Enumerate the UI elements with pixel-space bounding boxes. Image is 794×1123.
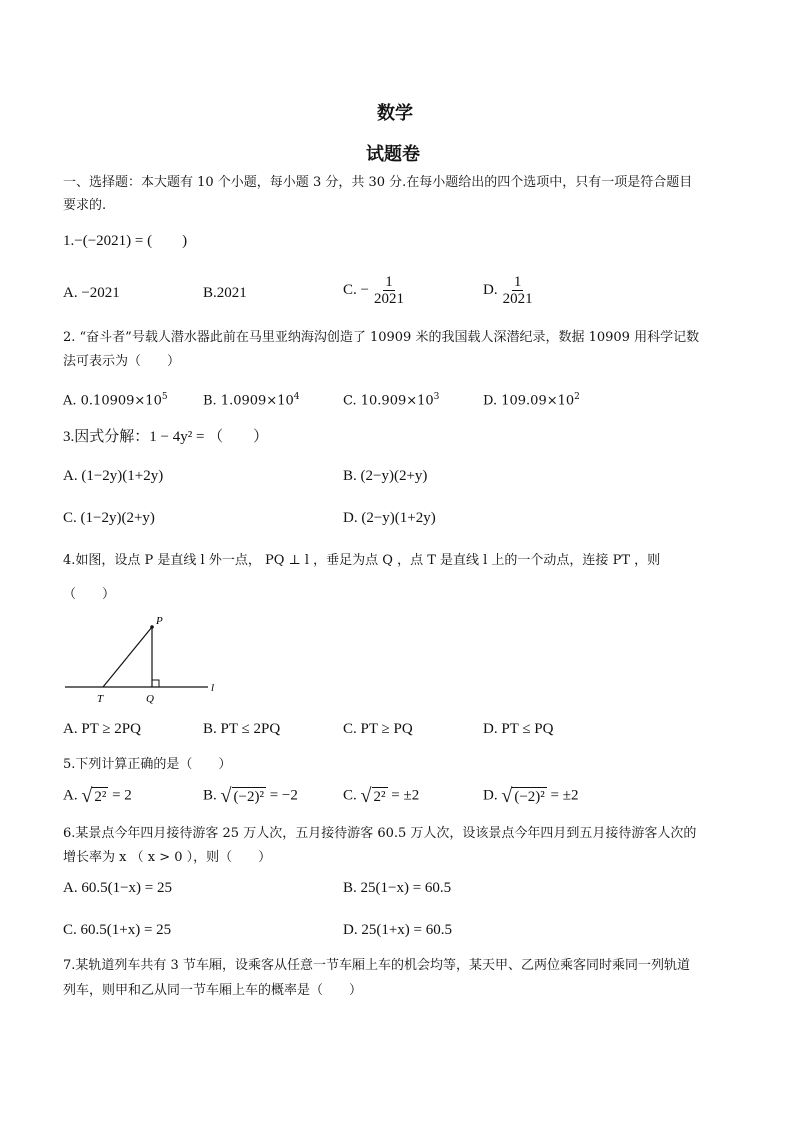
q5-option-a xyxy=(63,786,132,806)
q3-option-c: C. (1−2y)(2+y) xyxy=(63,510,155,526)
q6-option-c: C. 60.5(1+x) = 25 xyxy=(63,922,172,938)
q5-d-radicand: (−2)² xyxy=(514,789,545,805)
question-7-stem: 7.某轨道列车共有 3 节车厢，设乘客从任意一节车厢上车的机会均等，某天甲、乙两位乘客同时乘同一列轨道 xyxy=(63,958,690,973)
question-6-stem-cont: 增长率为 x （ x > 0 ），则（ ） xyxy=(63,850,272,865)
q2-option-a xyxy=(63,388,168,410)
q5-c-sqrt xyxy=(361,786,388,806)
q2-option-b xyxy=(203,388,299,410)
q2-option-c xyxy=(343,388,439,410)
q5-c-rest: = ±2 xyxy=(391,787,420,804)
q5-a-sqrt xyxy=(81,786,108,806)
q5-option-c xyxy=(343,786,419,806)
q1-option-b: B.2021 xyxy=(203,285,247,301)
q5-option-d xyxy=(483,786,578,806)
q2-c-text: C. 10.909×10 xyxy=(343,393,434,409)
q1-option-c xyxy=(343,274,406,307)
q5-c-radicand: 2² xyxy=(373,789,386,805)
q3-option-d: D. (2−y)(1+2y) xyxy=(343,510,436,526)
section-heading: 一、选择题：本大题有 10 个小题，每小题 3 分，共 30 分.在每小题给出的四个选项中，只有一项是符合题目 xyxy=(63,175,693,190)
label-l: l xyxy=(211,682,215,694)
q1-c-numerator: 1 xyxy=(385,274,393,290)
q5-d-sqrt xyxy=(501,786,546,806)
right-angle-mark xyxy=(152,680,159,687)
page-title: 数学 xyxy=(377,103,413,124)
question-3-stem: 3.因式分解：1 − 4y² = （ ） xyxy=(63,429,269,445)
q1-d-denominator: 2021 xyxy=(502,291,533,307)
q4-geometry-figure xyxy=(60,610,230,710)
q5-a-prefix: A. xyxy=(63,787,78,804)
q1-d-numerator: 1 xyxy=(513,274,522,290)
point-p xyxy=(150,625,154,629)
question-1-stem: 1.−(−2021) = ( ) xyxy=(63,233,188,249)
q5-option-b xyxy=(203,786,298,806)
q5-a-radicand: 2² xyxy=(94,789,107,805)
q4-option-b: B. PT ≤ 2PQ xyxy=(203,721,281,737)
q1-c-denominator: 2021 xyxy=(373,291,404,307)
q2-d-exponent: 2 xyxy=(574,392,580,402)
radical-sign: √ xyxy=(81,785,93,807)
question-4-stem: 4.如图，设点 P 是直线 l 外一点， PQ ⊥ l ，垂足为点 Q ，点 T 是直线 l 上的一个动点，连接 PT ，则 xyxy=(63,553,661,568)
question-7-stem-cont: 列车，则甲和乙从同一节车厢上车的概率是（ ） xyxy=(63,983,363,998)
q4-option-a: A. PT ≥ 2PQ xyxy=(63,721,141,737)
q2-a-exponent: 5 xyxy=(161,392,168,402)
q1-option-d xyxy=(483,274,535,307)
q5-d-prefix: D. xyxy=(483,787,498,804)
page-subtitle: 试题卷 xyxy=(366,144,420,165)
segment-pt xyxy=(103,627,152,687)
q5-b-sqrt xyxy=(221,786,266,806)
q1-option-c-prefix: C. − xyxy=(343,281,369,298)
q3-option-a: A. (1−2y)(1+2y) xyxy=(63,468,164,484)
q2-option-d xyxy=(483,388,580,410)
question-2-stem: 2. “奋斗者”号载人潜水器此前在马里亚纳海沟创造了 10909 米的我国载人深潜纪录，数据 10909 用科学记数 xyxy=(63,330,700,345)
q2-a-text: A. 0.10909×10 xyxy=(63,393,162,409)
q5-b-radicand: (−2)² xyxy=(233,789,264,805)
q5-d-rest: = ±2 xyxy=(550,787,579,804)
radical-sign: √ xyxy=(360,785,372,807)
q2-b-exponent: 4 xyxy=(293,392,300,402)
label-q: Q xyxy=(146,693,154,705)
question-5-stem: 5.下列计算正确的是（ ） xyxy=(63,757,232,772)
q6-option-d: D. 25(1+x) = 60.5 xyxy=(343,922,452,938)
question-4-stem-cont: （ ） xyxy=(63,587,116,602)
q5-b-prefix: B. xyxy=(203,787,217,804)
question-6-stem: 6.某景点今年四月接待游客 25 万人次，五月接待游客 60.5 万人次，设该景点今年四月到五月接待游客人次的 xyxy=(63,826,697,841)
radical-sign: √ xyxy=(220,785,232,807)
q1-option-d-prefix: D. xyxy=(483,281,498,298)
question-2-stem-cont: 法可表示为（ ） xyxy=(63,354,181,369)
radical-sign: √ xyxy=(501,785,513,807)
q5-c-prefix: C. xyxy=(343,787,357,804)
q6-option-a: A. 60.5(1−x) = 25 xyxy=(63,880,172,896)
q6-option-b: B. 25(1−x) = 60.5 xyxy=(343,880,452,896)
q2-b-text: B. 1.0909×10 xyxy=(203,393,294,409)
q2-d-text: D. 109.09×10 xyxy=(483,393,575,409)
q1-option-c-fraction xyxy=(372,274,406,307)
q4-option-d: D. PT ≤ PQ xyxy=(483,721,554,737)
q5-a-rest: = 2 xyxy=(112,787,132,804)
q5-b-rest: = −2 xyxy=(269,787,298,804)
q3-option-b: B. (2−y)(2+y) xyxy=(343,468,428,484)
q1-option-a: A. −2021 xyxy=(63,285,120,301)
q1-option-d-fraction xyxy=(501,274,535,307)
label-p: P xyxy=(156,615,163,627)
q4-option-c: C. PT ≥ PQ xyxy=(343,721,413,737)
label-t: T xyxy=(97,693,104,705)
section-heading-cont: 要求的. xyxy=(63,198,107,213)
q2-c-exponent: 3 xyxy=(433,392,440,402)
